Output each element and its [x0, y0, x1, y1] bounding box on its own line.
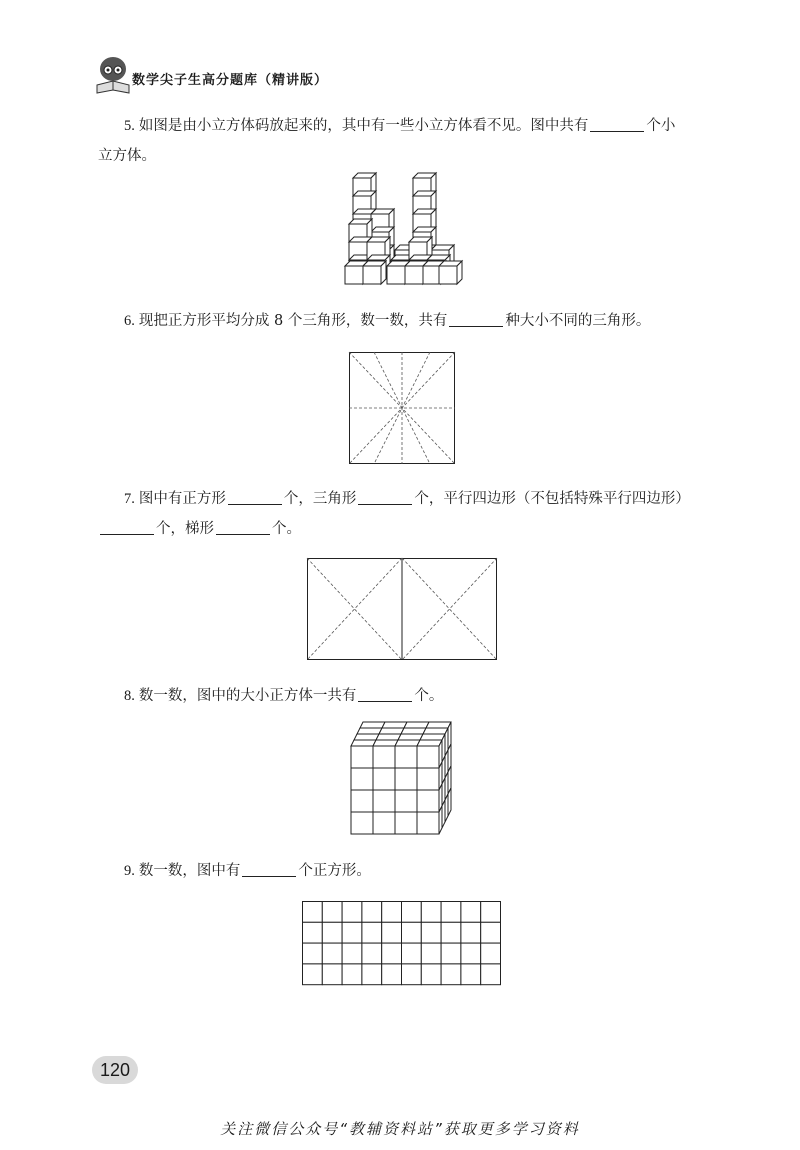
small-cube: [439, 261, 462, 284]
question-8: [124, 681, 443, 711]
cube-front-cell: [395, 768, 417, 790]
question-text: 如图是由小立方体码放起来的，其中有一些小立方体看不见。图中共有: [138, 118, 589, 134]
page-number: 120: [92, 1056, 138, 1084]
question-6: [124, 306, 650, 336]
cube-top-cell: [395, 740, 420, 746]
question-number: 7.: [124, 491, 135, 507]
grid-cell: [441, 902, 461, 923]
grid-cell: [303, 922, 323, 943]
cube-top-cell: [404, 722, 429, 728]
question-text: 现把正方形平均分成 8 个三角形，数一数，共有: [138, 313, 448, 329]
grid-cell: [461, 902, 481, 923]
header-title: 数学尖子生高分题库（精讲版）: [132, 73, 329, 88]
square-eight-triangles-figure: [349, 352, 455, 464]
footer-note: 关注微信公众号“教辅资料站”获取更多学习资料: [220, 1120, 580, 1138]
question-text: 立方体。: [98, 148, 156, 164]
grid-cell: [461, 943, 481, 964]
grid-cell: [441, 943, 461, 964]
cube-front-cell: [417, 790, 439, 812]
stacked-cubes-figure: [335, 180, 465, 290]
cube-front-cell: [351, 768, 373, 790]
grid-cell: [441, 922, 461, 943]
question-text: 个，梯形: [156, 521, 214, 537]
answer-blank[interactable]: [216, 533, 270, 535]
reading-kid-icon: [92, 55, 134, 95]
grid-cell: [303, 964, 323, 985]
question-5-line2: [98, 141, 156, 171]
cube-front-cell: [395, 746, 417, 768]
cube-top-cell: [357, 728, 382, 734]
cube-front-cell: [373, 790, 395, 812]
grid-cell: [402, 964, 422, 985]
grid-cell: [421, 943, 441, 964]
grid-cell: [402, 922, 422, 943]
question-number: 6.: [124, 313, 135, 329]
cube-top-cell: [417, 740, 442, 746]
grid-cell: [362, 943, 382, 964]
question-text: 个。: [414, 688, 444, 704]
grid-cell: [382, 902, 402, 923]
grid-cell: [481, 922, 501, 943]
cube-top-cell: [351, 740, 376, 746]
question-7: [124, 484, 690, 514]
cube-top-cell: [420, 734, 445, 740]
grid-cell: [402, 902, 422, 923]
cube-front-cell: [351, 746, 373, 768]
question-number: 8.: [124, 688, 135, 704]
cube-front-cell: [417, 746, 439, 768]
cube-top-cell: [379, 728, 404, 734]
cube-front-cell: [395, 790, 417, 812]
cube-top-cell: [382, 722, 407, 728]
grid-cell: [421, 902, 441, 923]
grid-cell: [342, 943, 362, 964]
cube-front-cell: [351, 790, 373, 812]
grid-cell: [362, 922, 382, 943]
answer-blank[interactable]: [242, 875, 296, 877]
grid-cell: [362, 964, 382, 985]
cube-front-cell: [417, 812, 439, 834]
answer-blank[interactable]: [358, 700, 412, 702]
grid-cell: [461, 922, 481, 943]
question-text: 个，三角形: [283, 491, 357, 507]
grid-cell: [322, 943, 342, 964]
cube-front-cell: [373, 746, 395, 768]
grid-cell: [322, 964, 342, 985]
grid-cell: [303, 943, 323, 964]
grid-cell: [402, 943, 422, 964]
grid-cell: [382, 964, 402, 985]
grid-cell: [303, 902, 323, 923]
grid-cell: [421, 922, 441, 943]
answer-blank[interactable]: [100, 533, 154, 535]
grid-cell: [362, 902, 382, 923]
cube-top-cell: [426, 722, 451, 728]
cube-top-cell: [354, 734, 379, 740]
grid-cell: [342, 922, 362, 943]
two-squares-diagonals-figure: [307, 558, 497, 660]
question-text: 数一数，图中有: [138, 863, 241, 879]
grid-cell: [481, 902, 501, 923]
question-text: 种大小不同的三角形。: [505, 313, 651, 329]
grid-cell: [481, 964, 501, 985]
grid-cell: [382, 922, 402, 943]
running-header: [92, 55, 732, 95]
question-9: [124, 856, 371, 886]
cube-top-cell: [373, 740, 398, 746]
grid-cell: [322, 902, 342, 923]
small-cube: [363, 261, 386, 284]
question-7-line2: [98, 514, 301, 544]
answer-blank[interactable]: [358, 503, 412, 505]
cube-top-cell: [423, 728, 448, 734]
grid-cell: [322, 922, 342, 943]
question-text: 图中有正方形: [138, 491, 226, 507]
question-text: 个小: [646, 118, 676, 134]
grid-rectangle-figure: [302, 901, 502, 985]
question-text: 个。: [272, 521, 301, 537]
4x4-cube-figure: [349, 722, 461, 838]
question-text: 数一数，图中的大小正方体一共有: [138, 688, 357, 704]
cube-top-cell: [398, 734, 423, 740]
grid-cell: [441, 964, 461, 985]
cube-front-cell: [395, 812, 417, 834]
grid-cell: [342, 902, 362, 923]
cube-front-cell: [373, 768, 395, 790]
question-text: 个，平行四边形（不包括特殊平行四边形）: [414, 491, 690, 507]
grid-cell: [342, 964, 362, 985]
question-number: 9.: [124, 863, 135, 879]
cube-top-cell: [376, 734, 401, 740]
grid-cell: [421, 964, 441, 985]
cube-front-cell: [373, 812, 395, 834]
cube-top-cell: [360, 722, 385, 728]
question-text: 个正方形。: [298, 863, 371, 879]
grid-cell: [382, 943, 402, 964]
cube-top-cell: [401, 728, 426, 734]
grid-cell: [481, 943, 501, 964]
question-number: 5.: [124, 118, 135, 134]
question-5: [124, 111, 675, 141]
cube-side-cell: [448, 788, 451, 816]
grid-cell: [461, 964, 481, 985]
answer-blank[interactable]: [449, 325, 503, 327]
answer-blank[interactable]: [228, 503, 282, 505]
cube-front-cell: [417, 768, 439, 790]
cube-front-cell: [351, 812, 373, 834]
answer-blank[interactable]: [590, 130, 644, 132]
